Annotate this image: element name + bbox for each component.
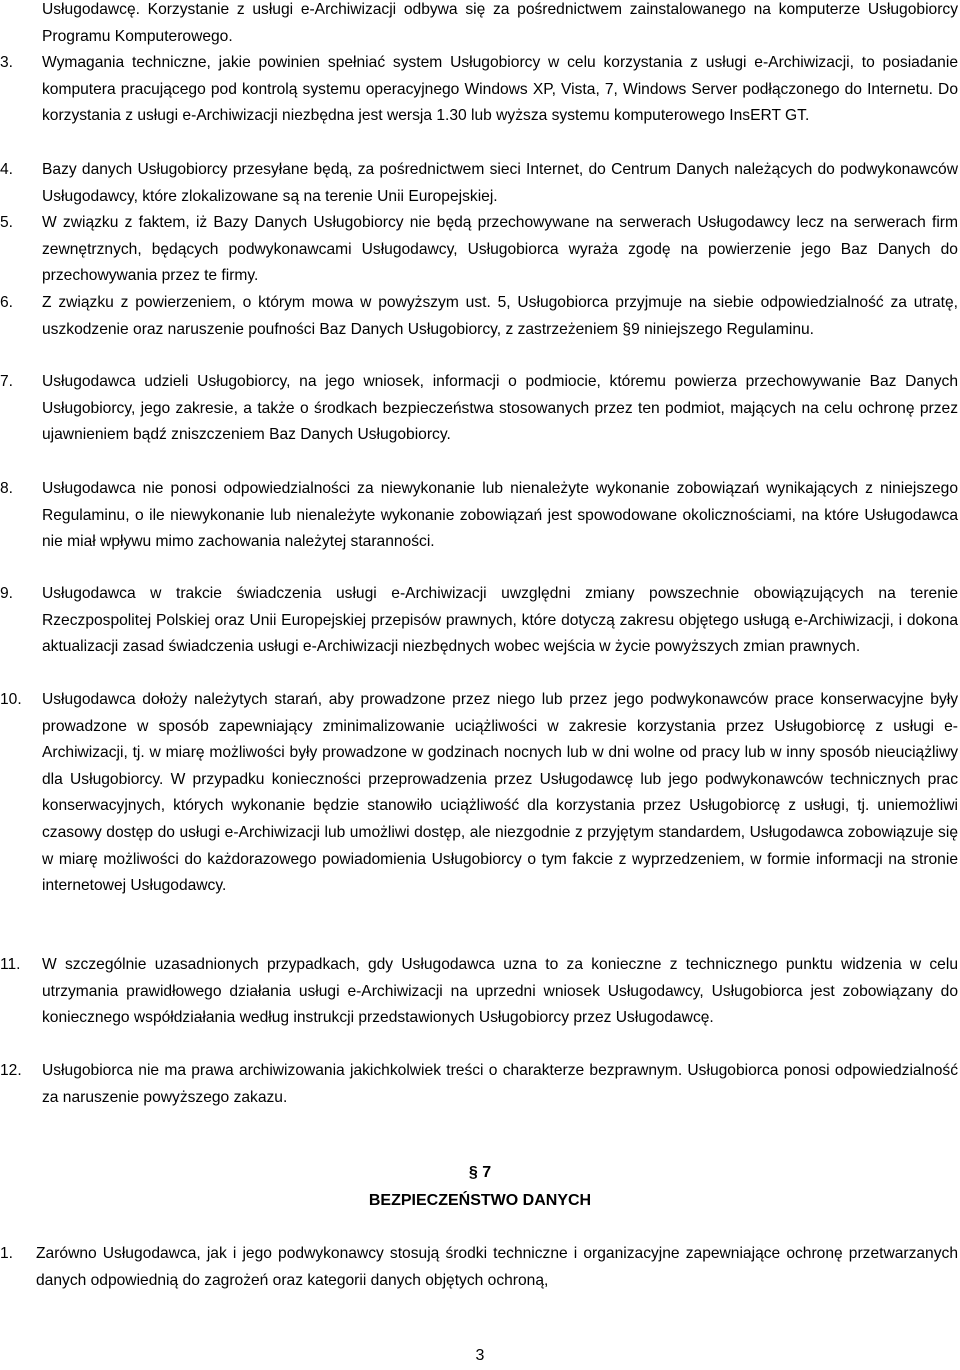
item-number: 11.: [0, 956, 21, 973]
list-item: Usługodawca w trakcie świadczenia usługi e-Archiwizacji uwzględni zmiany powszechnie obowiązujących na terenie Rzeczpospolitej Polskiej oraz Unii Europejskiej przepisów prawnych, które dotyczą zakresu objętego usługą e-Archiwizacji, i dokona aktualizacji zasad świadczenia usługi e-Archiwizacji niezbędnych wobec wejścia w życie powyższych zmian prawnych.: [42, 585, 958, 656]
item-number: 7.: [0, 373, 14, 390]
section-title: BEZPIECZEŃSTWO DANYCH: [368, 1192, 592, 1209]
page-number: 3: [475, 1347, 485, 1364]
list-item: Zarówno Usługodawca, jak i jego podwykonawcy stosują środki techniczne i organizacyjne zapewniające ochronę przetwarzanych danych odpowiednią do zagrożeń oraz kategorii danych objętych ochroną,: [36, 1245, 958, 1289]
item-number: 4.: [0, 161, 14, 178]
list-item: Usługodawca udzieli Usługobiorcy, na jego wniosek, informacji o podmiocie, któremu powierza przechowywanie Baz Danych Usługobiorcy, jego zakresie, a także o środkach bezpieczeństwa stosowanych przez ten podmiot, mających na celu ochronę przez ujawnieniem bądź zniszczeniem Baz Danych Usługobiorcy.: [42, 373, 958, 444]
item-number: 3.: [0, 54, 14, 71]
list-item: Z związku z powierzeniem, o którym mowa w powyższym ust. 5, Usługobiorca przyjmuje na siebie odpowiedzialność za utratę, uszkodzenie oraz naruszenie poufności Baz Danych Usługobiorcy, z zastrzeżeniem §9 niniejszego Regulaminu.: [42, 294, 958, 338]
item-number: 1.: [0, 1245, 14, 1262]
item-number: 12.: [0, 1062, 22, 1079]
intro-paragraph: Usługodawcę. Korzystanie z usługi e-Archiwizacji odbywa się za pośrednictwem zainstalowanego na komputerze Usługobiorcy Programu Komputerowego.: [42, 1, 958, 45]
item-number: 8.: [0, 480, 14, 497]
list-item: Usługodawca dołoży należytych starań, aby prowadzone przez niego lub przez jego podwykonawców prace konserwacyjne były prowadzone w sposób zapewniający zminimalizowanie uciążliwości w zakresie korzystania przez Usługobiorcę z usługi e-Archiwizacji, tj. w miarę możliwości były prowadzone w godzinach nocnych lub w dni wolne od pracy lub w inny sposób nieuciążliwy dla Usługobiorcy. W przypadku konieczności przeprowadzenia przez Usługodawcę lub jego podwykonawców technicznych prac konserwacyjnych, których wykonanie będzie stanowiło uciążliwość dla korzystania przez Usługobiorcę z usługi, tj. uniemożliwi czasowy dostęp do usługi e-Archiwizacji lub umożliwi dostęp, ale niezgodnie z przyjętym standardem, Usługodawca zobowiązuje się w miarę możliwości do każdorazowego powiadomienia Usługobiorcy o tym fakcie z wyprzedzeniem, w formie informacji na stronie internetowej Usługodawcy.: [42, 691, 958, 895]
list-item: Bazy danych Usługobiorcy przesyłane będą, za pośrednictwem sieci Internet, do Centrum Danych należących do podwykonawców Usługodawcy, które zlokalizowane są na terenie Unii Europejskiej.: [42, 161, 958, 205]
section-number: § 7: [468, 1164, 492, 1181]
list-item: W związku z faktem, iż Bazy Danych Usługobiorcy nie będą przechowywane na serwerach Usługodawcy lecz na serwerach firm zewnętrznych, będących podwykonawcami Usługodawcy, Usługobiorca wyraża zgodę na powierzenie jego Baz Danych do przechowywania przez te firmy.: [42, 214, 958, 285]
list-item: W szczególnie uzasadnionych przypadkach, gdy Usługodawca uzna to za konieczne z technicznego punktu widzenia w celu utrzymania prawidłowego działania usługi e-Archiwizacji na uprzedni wniosek Usługodawcy, Usługobiorca jest zobowiązany do koniecznego współdziałania według instrukcji przedstawionych Usługobiorcy przez Usługodawcę.: [42, 956, 958, 1027]
list-item: Usługodawca nie ponosi odpowiedzialności za niewykonanie lub nienależyte wykonanie zobowiązań wynikających z niniejszego Regulaminu, o ile niewykonanie lub nienależyte wykonanie zobowiązań jest spowodowane okolicznościami, na które Usługodawca nie miał wpływu mimo zachowania należytej staranności.: [42, 480, 958, 551]
item-number: 10.: [0, 691, 22, 708]
list-item: Usługobiorca nie ma prawa archiwizowania jakichkolwiek treści o charakterze bezprawnym. Usługobiorca ponosi odpowiedzialność za naruszenie powyższego zakazu.: [42, 1062, 958, 1106]
item-number: 5.: [0, 214, 14, 231]
item-number: 9.: [0, 585, 14, 602]
list-item: Wymagania techniczne, jakie powinien spełniać system Usługobiorcy w celu korzystania z usługi e-Archiwizacji, to posiadanie komputera pracującego pod kontrolą systemu operacyjnego Windows XP, Vista, 7, Windows Server podłączonego do Internetu. Do korzystania z usługi e-Archiwizacji niezbędna jest wersja 1.30 lub wyższa systemu komputerowego InsERT GT.: [42, 54, 958, 125]
item-number: 6.: [0, 294, 14, 311]
